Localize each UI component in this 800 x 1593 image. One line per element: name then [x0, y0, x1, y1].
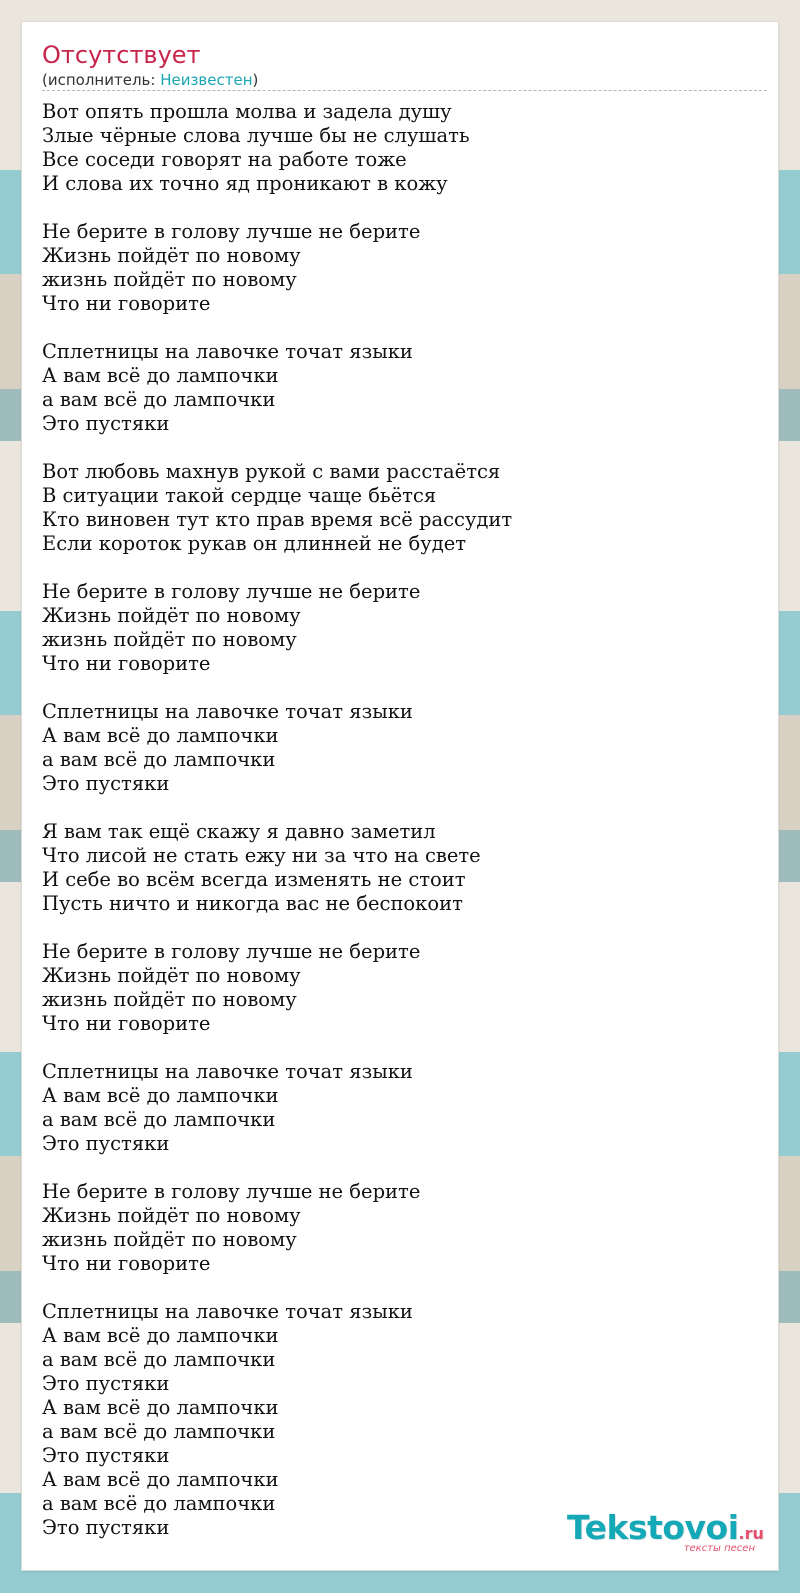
lyric-line: Не берите в голову лучше не берите — [42, 580, 421, 603]
lyric-line: Что ни говорите — [42, 1012, 211, 1035]
stanza-gap — [42, 556, 512, 580]
lyric-line: Это пустяки — [42, 1444, 170, 1467]
lyric-line: а вам всё до лампочки — [42, 388, 276, 411]
logo-name: Tekstovoi — [567, 1508, 739, 1547]
lyric-line: А вам всё до лампочки — [42, 1084, 279, 1107]
lyric-line: а вам всё до лампочки — [42, 1108, 276, 1131]
lyric-line: И слова их точно яд проникают в кожу — [42, 172, 448, 195]
lyric-line: Что лисой не стать ежу ни за что на свете — [42, 844, 481, 867]
lyric-line: Пусть ничто и никогда вас не беспокоит — [42, 892, 463, 915]
lyric-line: а вам всё до лампочки — [42, 748, 276, 771]
lyric-line: жизнь пойдёт по новому — [42, 628, 297, 651]
artist-prefix: (исполнитель: — [42, 71, 161, 89]
artist-suffix: ) — [252, 71, 259, 89]
lyric-line: жизнь пойдёт по новому — [42, 268, 297, 291]
header-divider — [42, 90, 767, 91]
song-title: Отсутствует — [42, 41, 201, 69]
artist-line — [42, 70, 258, 90]
stanza-gap — [42, 316, 512, 340]
lyric-line: жизнь пойдёт по новому — [42, 1228, 297, 1251]
logo-tagline: тексты песен — [683, 1543, 755, 1554]
lyric-line: Сплетницы на лавочке точат языки — [42, 1060, 413, 1083]
lyric-line: И себе во всём всегда изменять не стоит — [42, 868, 466, 891]
lyric-line: Это пустяки — [42, 1516, 170, 1539]
stanza-gap — [42, 1276, 512, 1300]
lyric-line: Что ни говорите — [42, 1252, 211, 1275]
artist-link[interactable]: Неизвестен — [160, 71, 253, 89]
lyric-line: Это пустяки — [42, 412, 170, 435]
lyric-line: Жизнь пойдёт по новому — [42, 604, 301, 627]
stanza-gap — [42, 1156, 512, 1180]
lyric-line: Кто виновен тут кто прав время всё рассудит — [42, 508, 513, 531]
lyrics-card — [22, 22, 778, 1570]
lyric-line: Сплетницы на лавочке точат языки — [42, 700, 413, 723]
lyric-line: А вам всё до лампочки — [42, 1396, 279, 1419]
lyric-line: Это пустяки — [42, 1372, 170, 1395]
lyric-line: Все соседи говорят на работе тоже — [42, 148, 407, 171]
lyric-line: а вам всё до лампочки — [42, 1420, 276, 1443]
logo-tld: .ru — [738, 1524, 764, 1543]
lyric-line: А вам всё до лампочки — [42, 1468, 279, 1491]
lyric-line: а вам всё до лампочки — [42, 1348, 276, 1371]
stanza-gap — [42, 1036, 512, 1060]
lyrics-text — [42, 100, 512, 1540]
lyric-line: Если короток рукав он длинней не будет — [42, 532, 467, 555]
lyric-line: А вам всё до лампочки — [42, 364, 279, 387]
lyric-line: Сплетницы на лавочке точат языки — [42, 1300, 413, 1323]
stanza-gap — [42, 196, 512, 220]
lyric-line: А вам всё до лампочки — [42, 1324, 279, 1347]
lyric-line: Не берите в голову лучше не берите — [42, 940, 421, 963]
stanza-gap — [42, 916, 512, 940]
lyric-line: Вот опять прошла молва и задела душу — [42, 100, 452, 123]
lyric-line: Вот любовь махнув рукой с вами расстаётся — [42, 460, 501, 483]
lyric-line: Что ни говорите — [42, 292, 211, 315]
lyric-line: Что ни говорите — [42, 652, 211, 675]
lyric-line: Это пустяки — [42, 772, 170, 795]
lyric-line: Я вам так ещё скажу я давно заметил — [42, 820, 436, 843]
lyric-line: Не берите в голову лучше не берите — [42, 1180, 421, 1203]
lyric-line: Жизнь пойдёт по новому — [42, 1204, 301, 1227]
lyric-line: В ситуации такой сердце чаще бьётся — [42, 484, 437, 507]
site-logo[interactable] — [567, 1508, 777, 1558]
lyric-line: Это пустяки — [42, 1132, 170, 1155]
lyric-line: А вам всё до лампочки — [42, 724, 279, 747]
lyric-line: Сплетницы на лавочке точат языки — [42, 340, 413, 363]
lyric-line: а вам всё до лампочки — [42, 1492, 276, 1515]
lyric-line: Не берите в голову лучше не берите — [42, 220, 421, 243]
lyric-line: жизнь пойдёт по новому — [42, 988, 297, 1011]
stanza-gap — [42, 676, 512, 700]
lyric-line: Жизнь пойдёт по новому — [42, 964, 301, 987]
stanza-gap — [42, 436, 512, 460]
lyric-line: Злые чёрные слова лучше бы не слушать — [42, 124, 470, 147]
lyric-line: Жизнь пойдёт по новому — [42, 244, 301, 267]
stanza-gap — [42, 796, 512, 820]
